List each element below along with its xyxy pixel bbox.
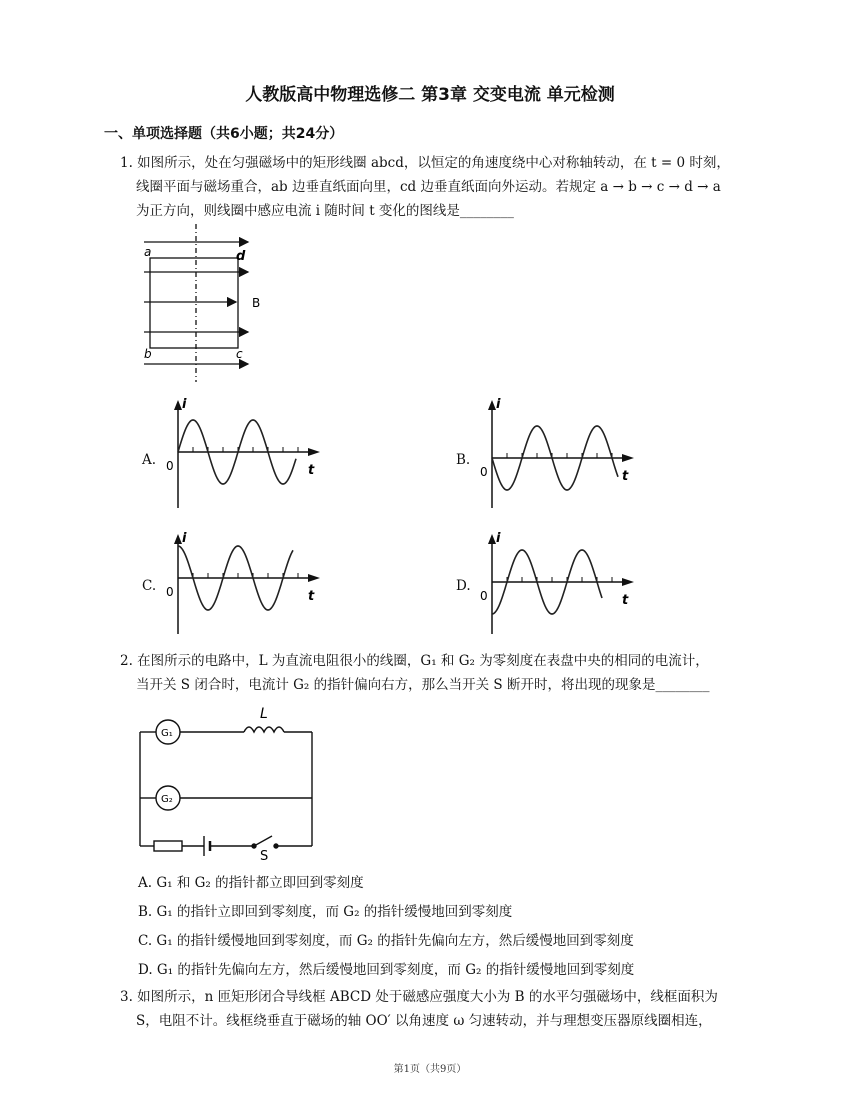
origin-label: 0 [480, 465, 488, 479]
q2-option-d[interactable]: D. G₁ 的指针先偏向左方，然后缓慢地回到零刻度，而 G₂ 的指针缓慢地回到零刻度 [138, 962, 635, 978]
t-label: t [308, 463, 315, 478]
question-1-text [120, 151, 770, 223]
page-footer: 第1页（共9页） [393, 1064, 467, 1075]
label-a: a [144, 245, 152, 259]
switch-lever [254, 836, 272, 846]
origin-label: 0 [166, 585, 174, 599]
resistor [154, 841, 182, 851]
t-label: t [622, 469, 629, 484]
q3-line2: S，电阻不计。线框绕垂直于磁场的轴 OO′ 以角速度 ω 匀速转动，并与理想变压器原线圈相连， [136, 1013, 712, 1029]
switch-label: S [260, 849, 269, 862]
option-d-label: D. [456, 578, 471, 594]
i-axis-arrow [174, 400, 182, 410]
q2-line1: 2. 在图所示的电路中，L 为直流电阻很小的线圈，G₁ 和 G₂ 为零刻度在表盘中央的相同的电流计， [120, 653, 709, 669]
q1-line2: 线圈平面与磁场重合，ab 边垂直纸面向里，cd 边垂直纸面向外运动。若规定 a → b → c → d → a [136, 179, 721, 195]
label-d: d [236, 249, 246, 264]
g2-label: G₂ [161, 794, 173, 805]
t-axis-arrow [308, 448, 320, 456]
i-axis-arrow [488, 400, 496, 410]
label-c: c [236, 347, 243, 361]
section-heading: 一、单项选择题（共6小题；共24分） [104, 126, 344, 142]
graph-d[interactable] [474, 528, 644, 638]
q2-option-b[interactable]: B. G₁ 的指针立即回到零刻度，而 G₂ 的指针缓慢地回到零刻度 [138, 904, 513, 920]
option-a-label: A. [142, 452, 157, 468]
inductor-label: L [260, 706, 268, 722]
t-axis-arrow [622, 454, 634, 462]
q2-line2: 当开关 S 闭合时，电流计 G₂ 的指针偏向右方，那么当开关 S 断开时，将出现的现象是________ [136, 677, 710, 693]
i-label: i [496, 531, 501, 546]
g1-label: G₁ [161, 728, 173, 739]
i-axis-arrow [174, 534, 182, 544]
t-label: t [308, 589, 315, 604]
i-label: i [496, 397, 501, 412]
q3-line1: 3. 如图所示，n 匝矩形闭合导线框 ABCD 处于磁感应强度大小为 B 的水平匀强磁场中，线框面积为 [120, 989, 718, 1005]
option-c-label: C. [142, 578, 157, 594]
t-label: t [622, 593, 629, 608]
t-axis-arrow [622, 578, 634, 586]
option-b-label: B. [456, 452, 471, 468]
page-title: 人教版高中物理选修二 第3章 交变电流 单元检测 [245, 85, 615, 105]
q2-option-c[interactable]: C. G₁ 的指针缓慢地回到零刻度，而 G₂ 的指针先偏向左方，然后缓慢地回到零刻度 [138, 933, 634, 949]
origin-label: 0 [480, 589, 488, 603]
question-3-text [120, 985, 770, 1033]
graph-b[interactable] [474, 394, 644, 512]
coil-in-field-figure [138, 224, 268, 384]
circuit-diagram [134, 702, 324, 862]
i-axis-arrow [488, 534, 496, 544]
inductor-coil [244, 727, 284, 732]
label-b: b [144, 347, 152, 361]
i-label: i [182, 531, 187, 546]
question-2-text [120, 649, 770, 697]
origin-label: 0 [166, 459, 174, 473]
label-B: B [252, 296, 261, 310]
graph-c[interactable] [160, 528, 330, 638]
i-label: i [182, 397, 187, 412]
q2-option-a[interactable]: A. G₁ 和 G₂ 的指针都立即回到零刻度 [138, 875, 364, 891]
t-axis-arrow [308, 574, 320, 582]
graph-a[interactable] [160, 394, 330, 512]
q1-line1: 1. 如图所示，处在匀强磁场中的矩形线圈 abcd，以恒定的角速度绕中心对称轴转动，在 t = 0 时刻， [120, 155, 730, 171]
q1-line3: 为正方向，则线圈中感应电流 i 随时间 t 变化的图线是________ [136, 203, 514, 219]
